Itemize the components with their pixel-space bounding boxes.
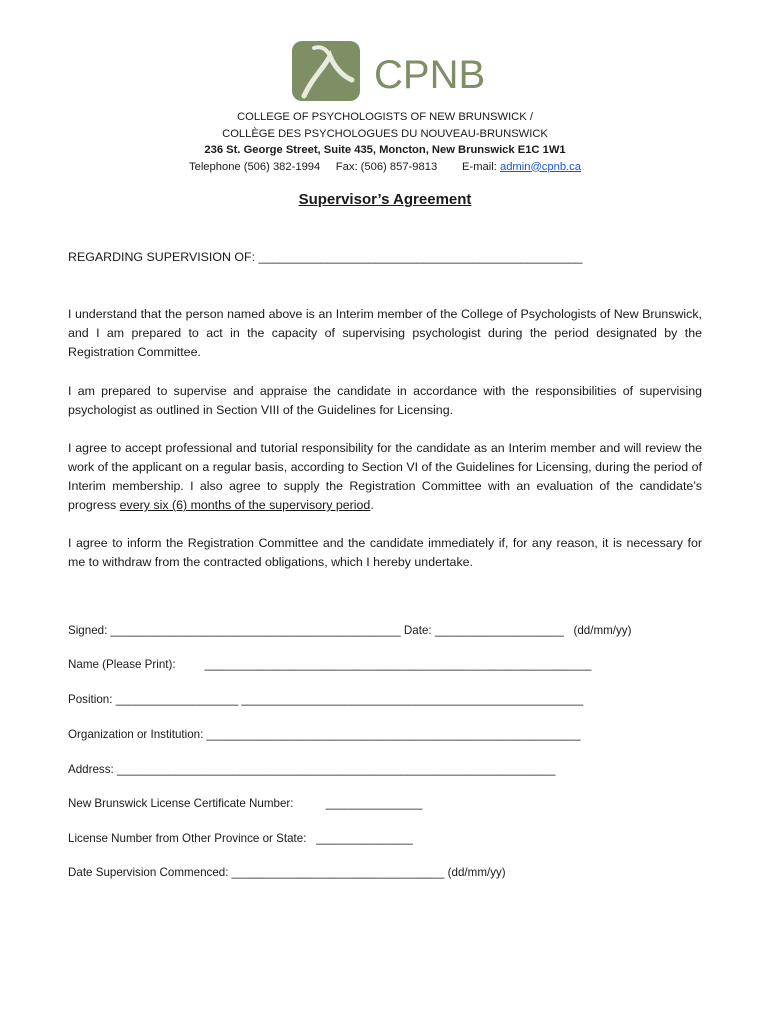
page-title: Supervisor’s Agreement	[298, 191, 472, 208]
nb-license-field[interactable]: New Brunswick License Certificate Number: _______________	[68, 797, 423, 810]
college-address: 236 St. George Street, Suite 435, Moncton, New Brunswick E1C 1W1	[204, 144, 566, 156]
date-commenced-field[interactable]: Date Supervision Commenced: _________________________________ (dd/mm/yy)	[68, 866, 506, 879]
p3-text: I agree to accept professional and tutorial responsibility for the candidate as an Interim member and will review the work of the applicant on a regular basis, according to Section VI of the Guidelines for Licensing, during the period of Interim membership. I also agree to supply the Registration Committee with an evaluation of the candidate’s progress	[68, 441, 702, 512]
signed-field[interactable]: Signed: _____________________________________________ Date: ____________________ (dd/mm/yy)	[68, 624, 632, 637]
position-field[interactable]: Position: ___________________ _____________________________________________________	[68, 693, 584, 706]
address-field[interactable]: Address: ____________________________________________________________________	[68, 763, 556, 776]
email-link[interactable]: admin@cpnb.ca	[499, 160, 581, 173]
logo-text: CPNB	[374, 53, 486, 97]
regarding-field[interactable]: REGARDING SUPERVISION OF: _______________________________________________	[68, 250, 583, 264]
phone: Telephone (506) 382-1994	[189, 160, 321, 173]
college-header	[0, 109, 770, 175]
fax: Fax: (506) 857-9813	[335, 160, 438, 173]
paragraph-interim-member: I understand that the person named above is an Interim member of the College of Psychologists of New Brunswick, and I am prepared to act in the capacity of supervising psychologist during the period designated by the Registration Committee.	[68, 307, 702, 359]
name-field[interactable]: Name (Please Print): ____________________________________________________________	[68, 658, 592, 671]
p3-end: .	[370, 498, 374, 512]
college-name-en: COLLEGE OF PSYCHOLOGISTS OF NEW BRUNSWICK /	[237, 111, 533, 123]
cpnb-logo	[290, 38, 490, 104]
paragraph-supervise: I am prepared to supervise and appraise the candidate in accordance with the responsibilities of supervising psychologist as outlined in Section VIII of the Guidelines for Licensing.	[68, 384, 702, 417]
paragraph-responsibility	[68, 439, 702, 515]
p3-underlined: every six (6) months of the supervisory period	[119, 498, 371, 512]
email-label: E-mail:	[462, 160, 497, 173]
college-name-fr: COLLÈGE DES PSYCHOLOGUES DU NOUVEAU-BRUNSWICK	[222, 127, 548, 140]
organization-field[interactable]: Organization or Institution: __________________________________________________________	[68, 728, 581, 741]
paragraph-withdraw: I agree to inform the Registration Committee and the candidate immediately if, for any reason, it is necessary for me to withdraw from the contracted obligations, which I hereby undertake.	[68, 536, 702, 569]
other-license-field[interactable]: License Number from Other Province or State: _______________	[68, 832, 413, 845]
contact-line	[0, 159, 770, 176]
